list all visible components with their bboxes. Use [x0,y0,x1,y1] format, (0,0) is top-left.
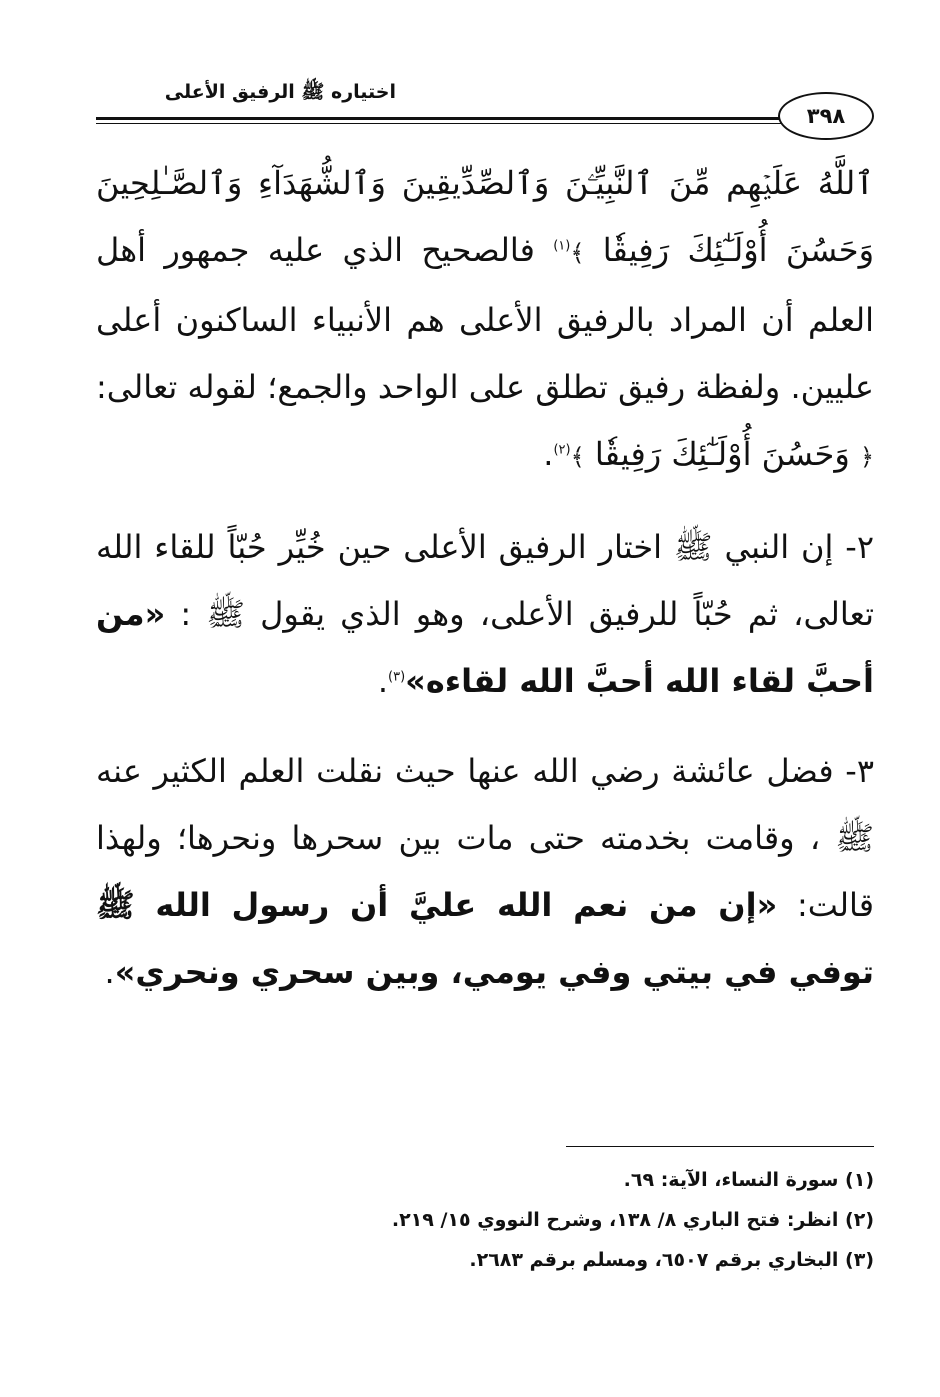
footnotes [96,1160,874,1280]
running-title: اختياره ﷺ الرفيق الأعلى [164,81,396,103]
footnote-ref-1: (١) [553,238,571,254]
quran-verse-end: وَحَسُنَ أُوْلَـٰٓئِكَ رَفِيقٗا [602,231,875,269]
header-rule [96,117,786,120]
footnote-2: (٢) انظر: فتح الباري ٨/ ١٣٨، وشرح النووي ١٥/ ٢١٩. [391,1209,874,1231]
paragraph-2 [96,514,874,715]
page-header [96,70,874,128]
footnote-3: (٣) البخاري برقم ٦٥٠٧، ومسلم برقم ٢٦٨٣. [469,1249,874,1271]
quran-verse: ٱللَّهُ عَلَيۡهِم مِّنَ ٱلنَّبِيِّـۧنَ وَٱلصِّدِّيقِينَ وَٱلشُّهَدَآءِ وَٱلصَّـٰلِحِينَ [96,164,874,202]
sentence-end: . [543,435,554,473]
sentence-end: . [377,662,389,700]
page-number: ٣٩٨ [778,92,874,140]
hadith-quote: «إن من نعم الله عليَّ أن رسول الله ﷺ توفي في بيتي وفي يومي، وبين سحري ونحري» [96,886,874,991]
footnote-1: (١) سورة النساء، الآية: ٦٩. [623,1169,874,1191]
quran-verse-2: وَحَسُنَ أُوْلَـٰٓئِكَ رَفِيقٗا [594,435,850,473]
quran-bracket-close: ﴾ [570,239,585,267]
paragraph-text: ٣- فضل عائشة رضي الله عنها حيث نقلت العلم الكثير عنه ﷺ ، وقامت بخدمته حتى مات بين سحرها ونحرها؛ ولهذا قالت: [96,752,875,924]
quran-bracket-open: ﴿ [859,443,874,471]
footnote-ref-3: (٣) [388,669,406,685]
header-rule-thin [96,123,786,124]
paragraph-3 [96,738,874,1006]
hadith-quote: «من أحبَّ لقاء الله أحبَّ الله لقاءه» [96,595,874,700]
footnote-ref-2: (٢) [553,442,571,458]
main-text [96,150,874,1006]
paragraph-text: فالصحيح الذي عليه جمهور أهل العلم أن المراد بالرفيق الأعلى هم الأنبياء الساكنون أعلى عليين. ولفظة رفيق تطلق على الواحد والجمع؛ لقوله تعالى: [96,231,874,406]
sentence-end: . [104,953,115,991]
quran-bracket-close-2: ﴾ [570,443,585,471]
paragraph-text: ٢- إن النبي ﷺ اختار الرفيق الأعلى حين خُيِّر حُبّاً للقاء الله تعالى، ثم حُبّاً للرفيق الأعلى، وهو الذي يقول ﷺ : [96,528,875,633]
paragraph-1 [96,150,874,491]
footnote-separator [566,1146,874,1147]
